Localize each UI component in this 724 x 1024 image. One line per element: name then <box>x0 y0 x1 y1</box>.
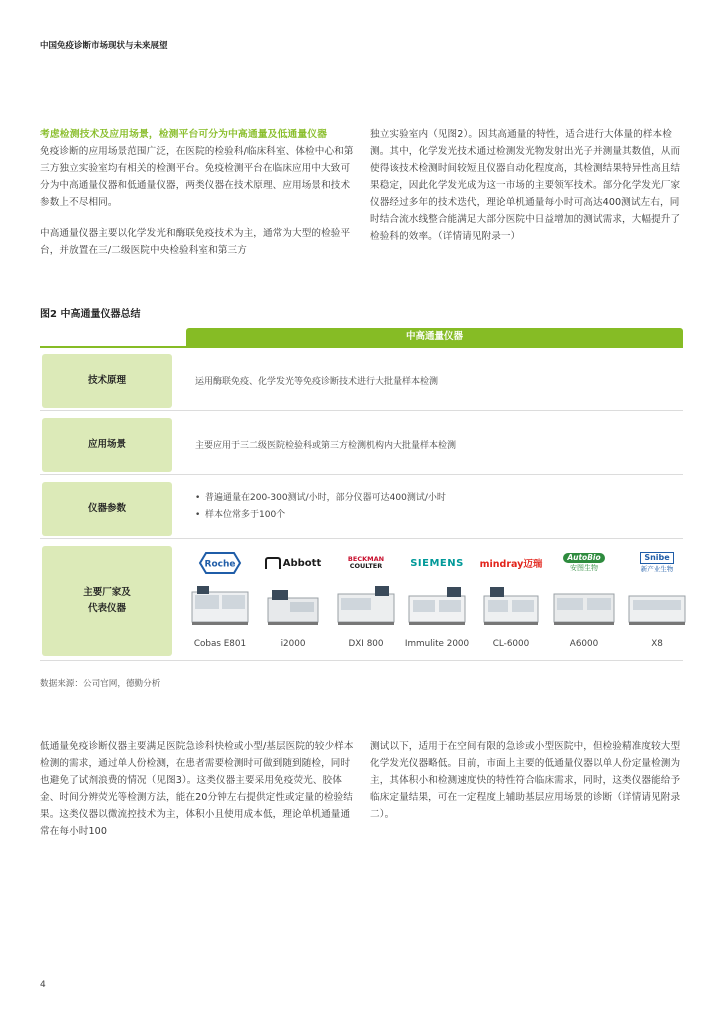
parameter-bullets <box>195 490 446 524</box>
manufacturer-mindray <box>478 550 544 650</box>
row-label: 技术原理 <box>42 354 172 408</box>
manufacturer-roche <box>187 550 253 650</box>
manufacturer-snibe <box>624 550 690 650</box>
analyzer-image <box>482 584 540 626</box>
page-number: 4 <box>40 980 46 990</box>
manufacturer-beckman <box>333 550 399 650</box>
row-text: 主要应用于三二级医院检验科或第三方检测机构内大批量样本检测 <box>195 441 457 451</box>
analyzer-image <box>407 584 467 626</box>
bullet-item: • 样本位常多于100个 <box>195 507 446 524</box>
svg-text:Roche: Roche <box>204 559 236 570</box>
running-header: 中国免疫诊断市场现状与未来展望 <box>40 41 168 51</box>
siemens-logo: SIEMENS <box>410 557 464 569</box>
row-label-line: 代表仪器 <box>87 603 126 614</box>
model-name: i2000 <box>280 639 306 649</box>
model-name: Immulite 2000 <box>404 639 470 649</box>
row-label: 仪器参数 <box>42 482 172 536</box>
intro-right-column <box>370 126 686 259</box>
figure-title: 图2 中高通量仪器总结 <box>40 309 141 320</box>
analyzer-image <box>553 584 615 626</box>
row-label-line: 主要厂家及 <box>83 587 131 598</box>
model-name: DXI 800 <box>348 639 384 649</box>
analyzer-image <box>191 584 249 626</box>
analyzer-image <box>266 584 320 626</box>
intro-paragraph-2-start: 中高通量仪器主要以化学发光和酶联免疫技术为主，通常为大型的检验平台，并放置在三/二级医院中央检验科室和第三方 <box>40 228 351 256</box>
data-source-note: 数据来源：公司官网，德勤分析 <box>40 679 161 689</box>
autobio-logo: AutoBio 安图生物 <box>551 550 617 576</box>
table-row-principle <box>40 352 683 411</box>
manufacturer-autobio <box>551 550 617 650</box>
table-row-scenario <box>40 416 683 475</box>
beckman-logo: BECKMAN COULTER <box>347 555 385 570</box>
bullet-item: • 普遍通量在200-300测试/小时，部分仪器可达400测试/小时 <box>195 490 446 507</box>
row-text: 运用酶联免疫、化学发光等免疫诊断技术进行大批量样本检测 <box>195 377 439 387</box>
manufacturer-abbott <box>260 550 326 650</box>
table-header-rule <box>40 346 683 348</box>
model-name: X8 <box>651 639 663 649</box>
snibe-logo: Snibe 新产业生物 <box>640 553 674 573</box>
intro-paragraph-2-cont: 独立实验室内（见图2）。因其高通量的特性，适合进行大体量的样本检测。其中，化学发光技术通过检测发光物发射出光子并测量其数值，从而使得该技术检测时间较短且仪器自动化程度高，其检测结果特异性高且结果稳定，因此化学发光成为这一市场的主要领军技术。部分化学发光厂家仪器经过多年的技术迭代，理论单机通量每小时可高达400测试左右，同时结合流水线整合能满足大部分医院中日益增加的测试需求，大幅提升了检验科的效率。（详情请见附录一） <box>370 129 681 242</box>
row-label <box>42 546 172 656</box>
lower-left-column <box>40 738 358 854</box>
analyzer-image <box>627 584 687 626</box>
intro-paragraph-1: 免疫诊断的应用场景范围广泛，在医院的检验科/临床科室、体检中心和第三方独立实验室均有相关的检测平台。免疫检测平台在临床应用中大致可分为中高通量仪器和低通量仪器，两类仪器在技术原理、应用场景和技术参数上不尽相同。 <box>40 146 354 208</box>
roche-logo <box>187 550 253 576</box>
table-column-header: 中高通量仪器 <box>186 328 683 346</box>
lower-right-column <box>370 738 686 837</box>
section-heading: 考虑检测技术及应用场景，检测平台可分为中高通量及低通量仪器 <box>40 129 328 140</box>
model-name: A6000 <box>569 639 599 649</box>
lower-paragraph-start: 低通量免疫诊断仪器主要满足医院急诊科快检或小型/基层医院的较少样本检测的需求，通过单人份检测，在患者需要检测时可做到随到随检，同时也避免了试剂浪费的情况（见图3）。这类仪器主要采用免疫荧光、胶体金、时间分辨荧光等检测方法，能在20分钟左右提供定性或定量的检验结果。这类仪器以微流控技术为主，体积小且使用成本低，理论单机通量通常在每小时100 <box>40 741 354 837</box>
row-label: 应用场景 <box>42 418 172 472</box>
manufacturer-siemens <box>404 550 470 650</box>
mindray-logo: mindray迈瑞 <box>479 559 543 570</box>
model-name: Cobas E801 <box>193 639 247 649</box>
model-name: CL-6000 <box>492 639 530 649</box>
abbott-logo: Abbott <box>260 550 326 576</box>
analyzer-image <box>337 584 395 626</box>
lower-paragraph-cont: 测试以下，适用于在空间有限的急诊或小型医院中，但检验精准度较大型化学发光仪器略低。目前，市面上主要的低通量仪器以单人份定量检测为主，其体积小和检测速度快的特性符合临床需求，同时，这类仪器能给予临床定量结果，可在一定程度上辅助基层应用场景的诊断（详情请见附录二）。 <box>370 741 681 820</box>
intro-left-column <box>40 126 358 273</box>
table-row-parameters <box>40 480 683 539</box>
